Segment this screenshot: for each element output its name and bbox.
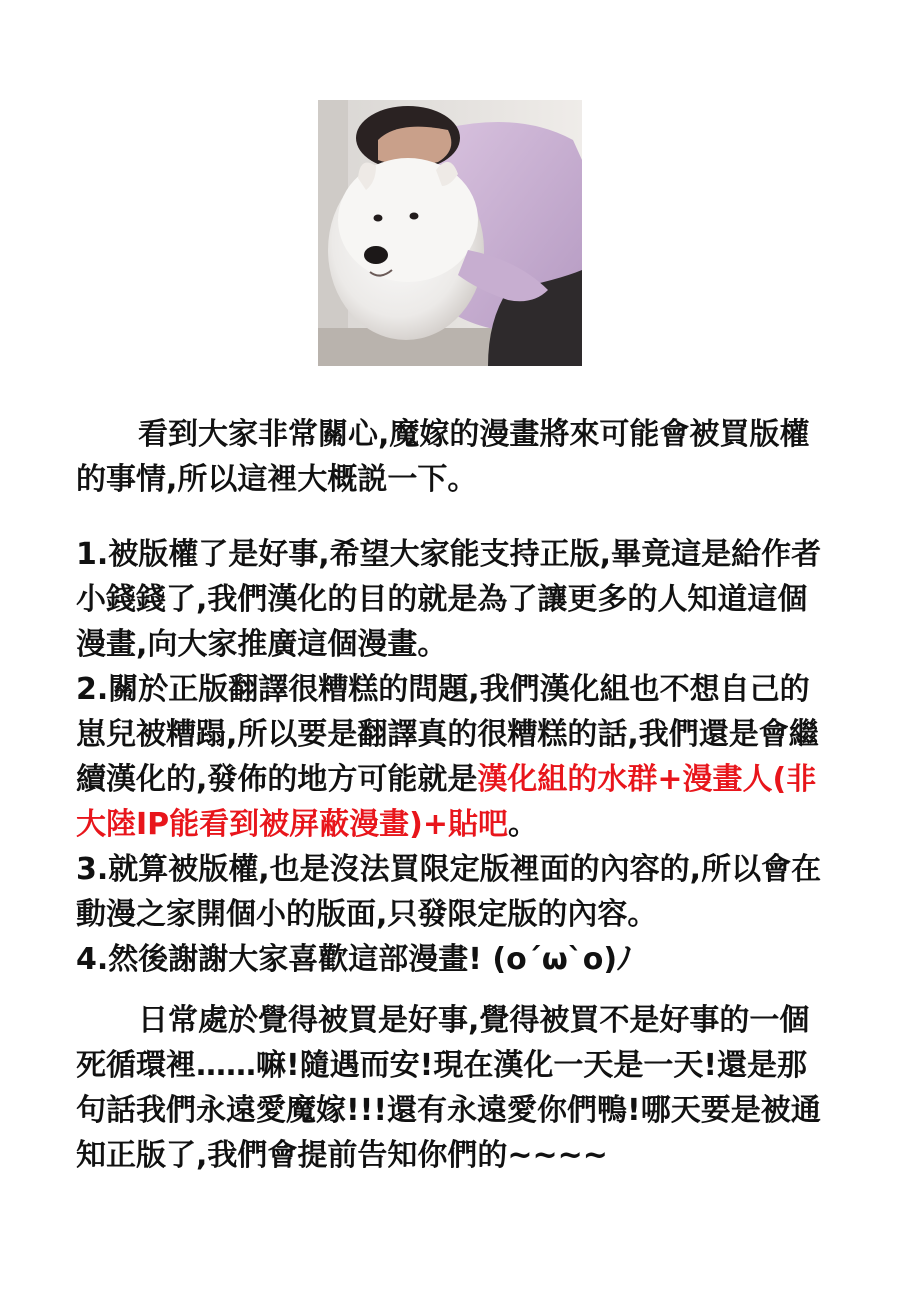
- outro-paragraph: [76, 998, 836, 1178]
- list-item-4: 4.然後謝謝大家喜歡這部漫畫! (o´ω`o)ﾉ: [76, 942, 633, 977]
- notice-list: [76, 532, 836, 982]
- dog-hug-photo: [318, 100, 582, 366]
- list-item-2: [76, 667, 836, 847]
- intro-paragraph: [76, 412, 836, 502]
- outro-text: 日常處於覺得被買是好事,覺得被買不是好事的一個死循環裡……嘛!隨遇而安!現在漢化一天是一天!還是那句話我們永遠愛魔嫁!!!還有永遠愛你們鴨!哪天要是被通知正版了,我們會提前告知你們的~~~~: [76, 1003, 821, 1173]
- list-item-1: 1.被版權了是好事,希望大家能支持正版,畢竟這是給作者小錢錢了,我們漢化的目的就是為了讓更多的人知道這個漫畫,向大家推廣這個漫畫。: [76, 537, 822, 662]
- list-item-3: 3.就算被版權,也是沒法買限定版裡面的內容的,所以會在動漫之家開個小的版面,只發限定版的內容。: [76, 852, 822, 932]
- intro-text: 看到大家非常關心,魔嫁的漫畫將來可能會被買版權的事情,所以這裡大概説一下。: [76, 417, 810, 497]
- dog-hug-photo-illustration: [318, 100, 582, 366]
- list-item-2-end: 。: [508, 807, 538, 842]
- publish-locations-highlight: 漢化組的水群+漫畫人(非大陸IP能看到被屏蔽漫畫)+貼吧: [76, 762, 817, 842]
- list-item-2-text: 2.關於正版翻譯很糟糕的問題,我們漢化組也不想自己的崽兒被糟蹋,所以要是翻譯真的很糟糕的話,我們還是會繼續漢化的,發佈的地方可能就是: [76, 672, 819, 797]
